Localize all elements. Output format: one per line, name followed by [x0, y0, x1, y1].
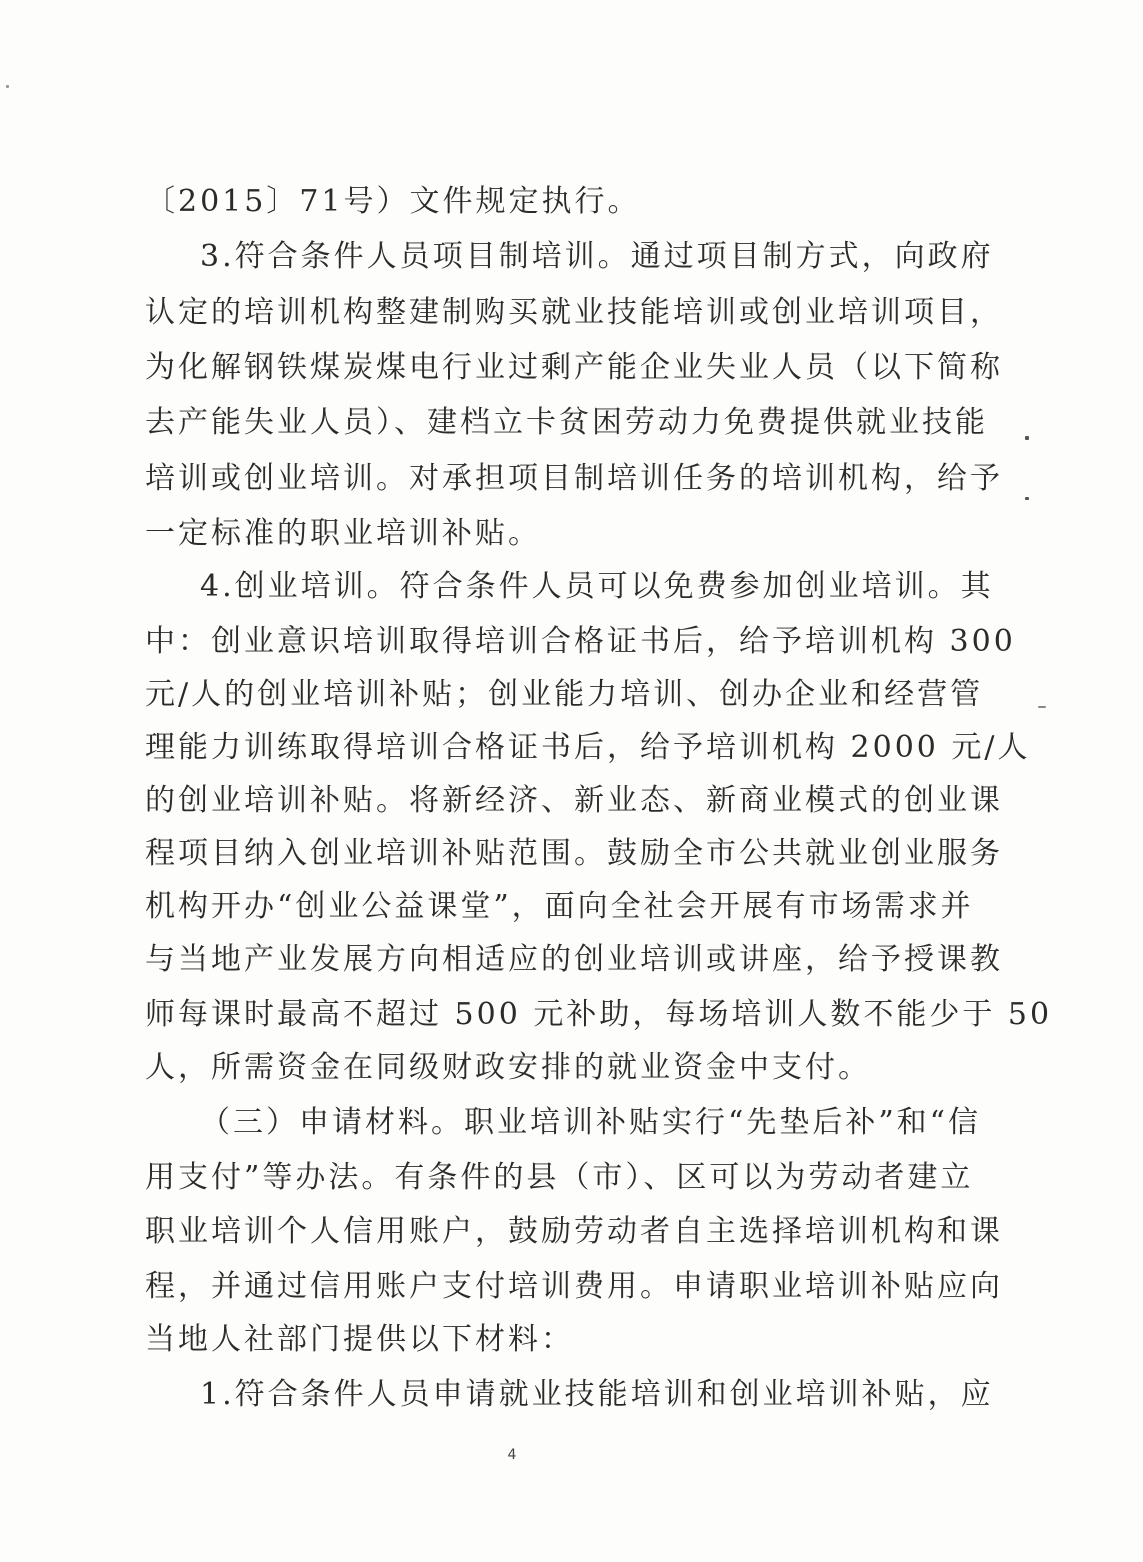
- text-line-7: 一定标准的职业培训补贴。: [145, 516, 541, 551]
- scan-speck: [1038, 706, 1046, 708]
- text-line-22: 当地人社部门提供以下材料：: [145, 1322, 574, 1357]
- text-line-16: 师每课时最高不超过 500 元补助，每场培训人数不能少于 50: [145, 997, 1053, 1032]
- text-line-3: 认定的培训机构整建制购买就业技能培训或创业培训项目，: [145, 295, 1003, 330]
- text-line-17: 人，所需资金在同级财政安排的就业资金中支付。: [145, 1050, 871, 1085]
- text-line-13: 程项目纳入创业培训补贴范围。鼓励全市公共就业创业服务: [145, 836, 1003, 871]
- text-line-19: 用支付”等办法。有条件的县（市）、区可以为劳动者建立: [145, 1160, 974, 1195]
- text-line-23: 1.符合条件人员申请就业技能培训和创业培训补贴，应: [200, 1377, 994, 1412]
- text-line-2: 3.符合条件人员项目制培训。通过项目制方式，向政府: [200, 239, 994, 274]
- text-line-6: 培训或创业培训。对承担项目制培训任务的培训机构，给予: [145, 461, 1003, 496]
- text-line-14: 机构开办“创业公益课堂”，面向全社会开展有市场需求并: [145, 889, 974, 924]
- text-line-20: 职业培训个人信用账户，鼓励劳动者自主选择培训机构和课: [145, 1214, 1003, 1249]
- scan-speck: [1025, 497, 1029, 500]
- text-line-21: 程，并通过信用账户支付培训费用。申请职业培训补贴应向: [145, 1269, 1003, 1304]
- text-line-10: 元/人的创业培训补贴；创业能力培训、创办企业和经营管: [145, 677, 984, 712]
- text-line-8: 4.创业培训。符合条件人员可以免费参加创业培训。其: [200, 569, 994, 604]
- text-line-12: 的创业培训补贴。将新经济、新业态、新商业模式的创业课: [145, 783, 1003, 818]
- text-line-15: 与当地产业发展方向相适应的创业培训或讲座，给予授课教: [145, 942, 1003, 977]
- text-line-5: 去产能失业人员）、建档立卡贫困劳动力免费提供就业技能: [145, 405, 988, 440]
- text-line-4: 为化解钢铁煤炭煤电行业过剩产能企业失业人员（以下简称: [145, 350, 1003, 385]
- scan-speck: [1025, 436, 1029, 440]
- text-line-9: 中：创业意识培训取得培训合格证书后，给予培训机构 300: [145, 624, 1016, 659]
- text-line-11: 理能力训练取得培训合格证书后，给予培训机构 2000 元/人: [145, 730, 1031, 765]
- text-line-18: （三）申请材料。职业培训补贴实行“先垫后补”和“信: [200, 1105, 982, 1140]
- text-line-1: 〔2015〕71号）文件规定执行。: [145, 184, 641, 219]
- page-number: 4: [507, 1447, 517, 1463]
- scan-speck: [6, 85, 9, 88]
